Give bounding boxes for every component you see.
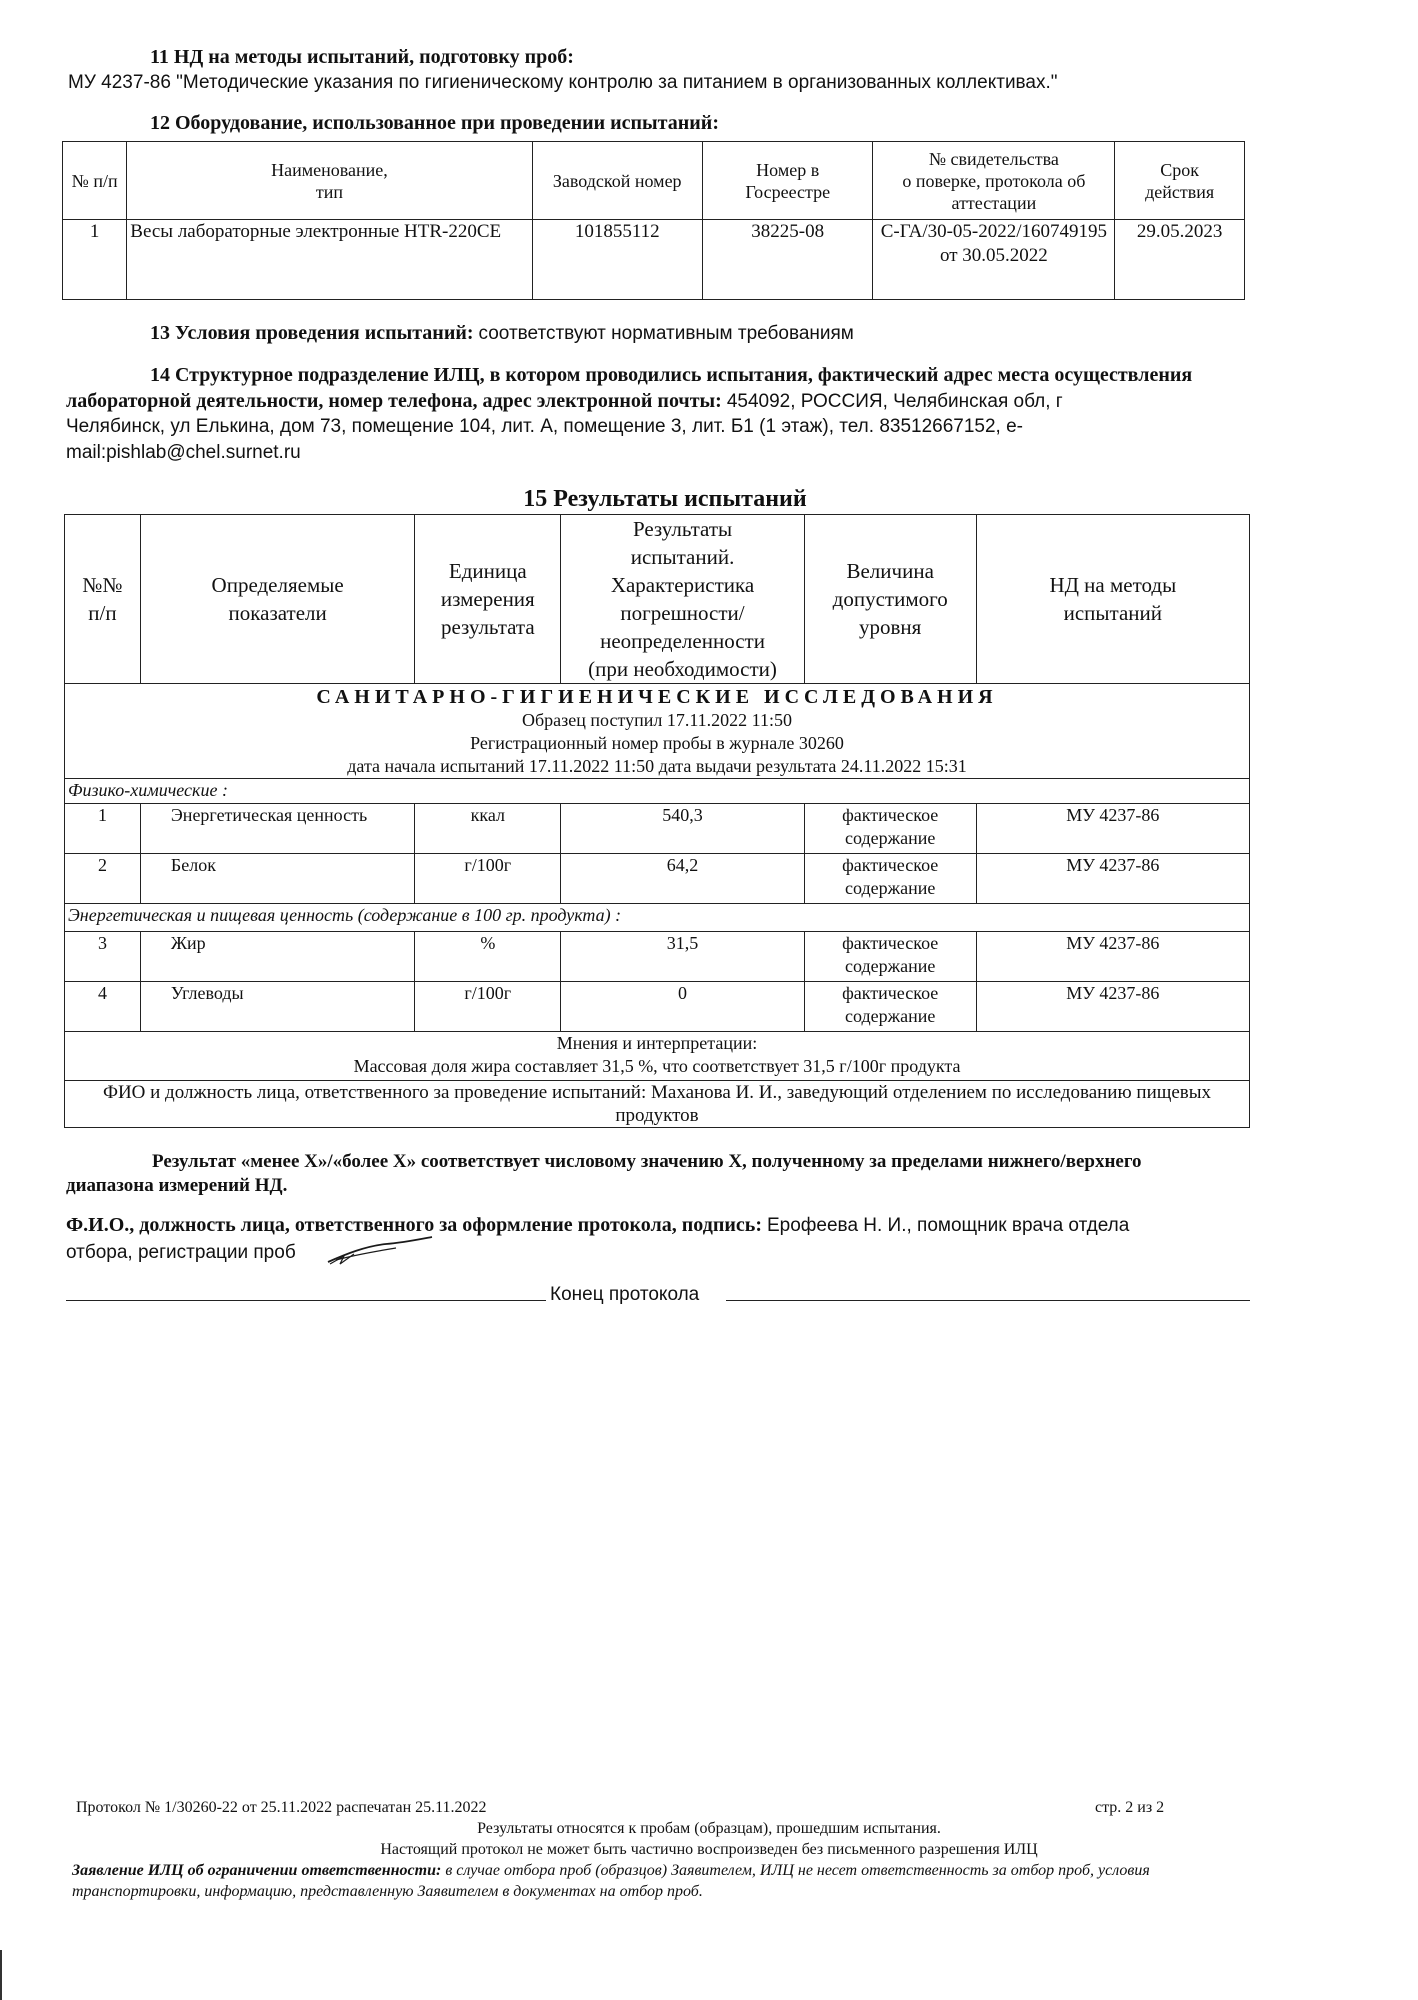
result-indicator: Энергетическая ценность [140,804,414,854]
result-row [65,804,1250,854]
section14-line2 [66,388,1063,415]
equip-col-certificate: № свидетельства о поверке, протокола об аттестации [873,142,1115,220]
section15-title: 15 Результаты испытаний [523,486,807,512]
result-level: фактическое содержание [804,854,976,904]
result-note-line2: диапазона измерений НД. [66,1175,288,1196]
section11-text: МУ 4237-86 "Методические указания по гигиеническому контролю за питанием в организованных коллективах." [68,72,1058,93]
result-num: 3 [65,932,141,982]
sample-registration: Регистрационный номер пробы в журнале 30260 [470,733,844,753]
signature [326,1234,436,1268]
section14-heading-line2: лабораторной деятельности, номер телефона, адрес электронной почты: [66,390,722,412]
section14-text-line2: 454092, РОССИЯ, Челябинская обл, г [726,391,1063,412]
result-value: 31,5 [561,932,804,982]
result-row [65,982,1250,1032]
result-method: МУ 4237-86 [976,804,1249,854]
equip-registry: 38225-08 [702,220,872,300]
result-level: фактическое содержание [804,804,976,854]
fio-block [66,1212,1276,1239]
equip-col-registry: Номер в Госреестре [702,142,872,220]
result-unit: ккал [415,804,561,854]
result-level: фактическое содержание [804,982,976,1032]
footer-page: стр. 2 из 2 [1095,1799,1165,1816]
group-energy: Энергетическая и пищевая ценность (содержание в 100 гр. продукта) : [65,904,1250,932]
fio-value2: отбора, регистрации проб [66,1242,296,1263]
res-col-unit: Единица измерения результата [415,515,561,684]
result-value: 64,2 [561,854,804,904]
sample-received: Образец поступил 17.11.2022 11:50 [522,710,792,730]
footer-line2: Настоящий протокол не может быть частично воспроизведен без письменного разрешения ИЛЦ [380,1841,1038,1858]
opinions-block [65,1032,1250,1081]
result-indicator: Белок [140,854,414,904]
result-num: 1 [65,804,141,854]
equip-col-num: № п/п [63,142,127,220]
res-col-method: НД на методы испытаний [976,515,1249,684]
equip-serial: 101855112 [532,220,702,300]
test-dates: дата начала испытаний 17.11.2022 11:50 дата выдачи результата 24.11.2022 15:31 [347,756,967,776]
research-title: САНИТАРНО-ГИГИЕНИЧЕСКИЕ ИССЛЕДОВАНИЯ [316,686,998,708]
footer-disclaimer-text: в случае отбора проб (образцов) Заявителем, ИЛЦ не несет ответственность за отбор проб, условия транспортировки, информацию, представленную Заявителем в документах на отбор проб. [72,1862,1150,1900]
result-method: МУ 4237-86 [976,932,1249,982]
section11-heading: 11 НД на методы испытаний, подготовку проб: [150,46,574,68]
equip-col-valid: Срок действия [1115,142,1245,220]
section13-heading: 13 Условия проведения испытаний: [150,322,474,344]
result-row [65,854,1250,904]
fio-label: Ф.И.О., должность лица, ответственного за оформление протокола, подпись: [66,1214,762,1236]
result-indicator: Углеводы [140,982,414,1032]
equip-col-name: Наименование, тип [127,142,532,220]
section14-text-line4: mail:pishlab@chel.surnet.ru [66,442,301,463]
result-row [65,932,1250,982]
fio-value: Ерофеева Н. И., помощник врача отдела [766,1215,1130,1236]
results-table [64,514,1250,1128]
section14-heading-line1: 14 Структурное подразделение ИЛЦ, в котором проводились испытания, фактический адрес места осуществления [150,364,1193,386]
end-line-right [726,1300,1250,1301]
result-value: 540,3 [561,804,804,854]
result-num: 2 [65,854,141,904]
equip-certificate: С-ГА/30-05-2022/160749195 от 30.05.2022 [873,220,1115,300]
result-value: 0 [561,982,804,1032]
result-method: МУ 4237-86 [976,854,1249,904]
res-col-result: Результаты испытаний. Характеристика погрешности/ неопределенности (при необходимости) [561,515,804,684]
result-unit: г/100г [415,982,561,1032]
footer-line1: Результаты относятся к пробам (образцам), прошедшим испытания. [477,1820,941,1837]
result-note-line1: Результат «менее Х»/«более Х» соответствует числовому значению Х, полученному за пределами нижнего/верхнего [152,1151,1142,1172]
result-unit: г/100г [415,854,561,904]
res-col-num: №№ п/п [65,515,141,684]
footer-disclaimer-label: Заявление ИЛЦ об ограничении ответственности: [72,1862,442,1879]
res-col-level: Величина допустимого уровня [804,515,976,684]
section13-text: соответствуют нормативным требованиям [478,323,854,344]
group-physchem: Физико-химические : [65,779,1250,804]
result-method: МУ 4237-86 [976,982,1249,1032]
equip-num: 1 [63,220,127,300]
equip-name: Весы лабораторные электронные HTR-220CE [127,220,532,300]
result-num: 4 [65,982,141,1032]
opinions-title: Мнения и интерпретации: [556,1033,758,1053]
footer-protocol: Протокол № 1/30260-22 от 25.11.2022 распечатан 25.11.2022 [76,1799,487,1816]
result-level: фактическое содержание [804,932,976,982]
equip-col-serial: Заводской номер [532,142,702,220]
footer-disclaimer [72,1860,1282,1902]
research-block [65,684,1250,779]
responsible-person: ФИО и должность лица, ответственного за проведение испытаний: Маханова И. И., заведующий отделением по исследованию пищевых продуктов [65,1081,1250,1128]
res-col-indicator: Определяемые показатели [140,515,414,684]
section13 [150,320,854,347]
section12-heading: 12 Оборудование, использованное при проведении испытаний: [150,112,719,134]
end-of-protocol: Конец протокола [550,1284,700,1305]
scan-edge-mark [0,1950,2,2000]
result-unit: % [415,932,561,982]
result-indicator: Жир [140,932,414,982]
section14-text-line3: Челябинск, ул Елькина, дом 73, помещение 104, лит. А, помещение 3, лит. Б1 (1 этаж), тел. 83512667152, e- [66,416,1024,437]
end-line-left [66,1300,546,1301]
equip-valid: 29.05.2023 [1115,220,1245,300]
opinions-text: Массовая доля жира составляет 31,5 %, что соответствует 31,5 г/100г продукта [353,1056,961,1076]
equipment-row [63,220,1245,300]
equipment-table [62,141,1245,300]
